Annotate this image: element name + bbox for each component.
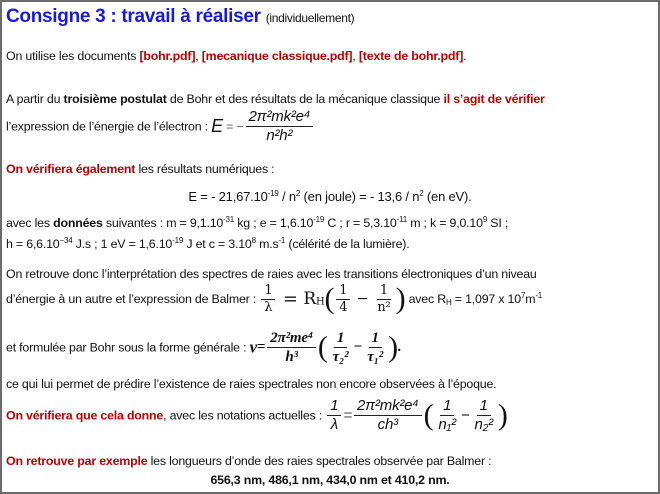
line-example-rest: les longueurs d’onde des raies spectrales observée par Balmer : xyxy=(147,454,492,468)
line-verif-red: On vérifiera également xyxy=(6,162,136,176)
line-result-d: (en eV). xyxy=(423,189,472,204)
line-postulat-d: il s’agit de vérifier xyxy=(443,92,545,106)
line-example-red: On retrouve par exemple xyxy=(6,454,148,468)
parenthesis: ) xyxy=(497,398,508,432)
doc-link-bohr[interactable]: [bohr.pdf] xyxy=(139,49,196,63)
line-expr-den: n²h² xyxy=(266,127,293,144)
line-data2-e3: 8 xyxy=(251,236,256,245)
parenthesis: ( xyxy=(317,330,328,364)
line-balmer-a: d’énergie à un autre et l’expression de Balmer : xyxy=(6,292,260,306)
line-balmer-one: 1 xyxy=(261,283,275,300)
line-result-a-exp: -19 xyxy=(267,189,279,198)
prediction-line: ce qui lui permet de prédire l’existence de raies spectrales non encore observées à l’époque. xyxy=(6,377,497,391)
wavelength-values: 656,3 nm, 486,1 nm, 434,0 nm et 410,2 nm. xyxy=(210,473,450,487)
line-data2-e2: -19 xyxy=(172,236,184,245)
line-data1-b: données xyxy=(53,216,103,230)
line-bohr-f1-den: τ₂² xyxy=(332,349,349,365)
postulat-line xyxy=(6,92,545,106)
line-data1-g: m ; k = 9,0.10 xyxy=(406,216,483,230)
line-bohr-a: et formulée par Bohr sous la forme générale : xyxy=(6,340,250,355)
line-balmer-b: avec R xyxy=(405,292,446,306)
numeric-result xyxy=(2,189,658,204)
line-bohr-minus: − xyxy=(353,339,363,355)
line-bohr-den: h³ xyxy=(285,349,298,365)
line-actual-red: On vérifiera que cela donne xyxy=(6,408,164,423)
line-bohr-nu: ν xyxy=(249,337,257,357)
line-docs-a: On utilise les documents xyxy=(6,49,140,63)
line-balmer-q-num: 1 xyxy=(336,283,350,300)
line-data1-a: avec les xyxy=(6,216,54,230)
line-expr-lhs: E xyxy=(211,116,223,136)
line-balmer-n-den: n² xyxy=(377,299,391,315)
line-balmer-q-den: 4 xyxy=(339,299,348,315)
line-balmer-n-num: 1 xyxy=(377,283,391,300)
line-postulat-a: A partir du xyxy=(6,92,64,106)
line-bohr-end: . xyxy=(397,339,402,355)
line-result-a: E = - 21,67.10 xyxy=(188,189,268,204)
line-bohr-f2-den: τ₁² xyxy=(367,349,384,365)
title-sub: (individuellement) xyxy=(265,11,355,25)
line-data2-b: J.s ; 1 eV = 1,6.10 xyxy=(72,237,173,251)
line-actual-f1-den: n₁² xyxy=(438,416,456,433)
line-data2-d: m.s xyxy=(255,237,279,251)
line-data1-e3: -11 xyxy=(396,215,407,224)
parenthesis: ( xyxy=(423,398,434,432)
line-result-c: (en joule) = - 13,6 / n xyxy=(300,189,420,204)
title-main: Consigne 3 : travail à réaliser xyxy=(6,6,261,27)
data-line-2 xyxy=(6,237,409,251)
line-actual-f1-num: 1 xyxy=(440,397,454,416)
line-postulat-b: troisième postulat xyxy=(63,92,167,106)
line-docs-s1: , xyxy=(195,49,202,63)
line-docs-s2: , xyxy=(352,49,359,63)
line-result-b: / n xyxy=(278,189,296,204)
line-data1-f: C ; r = 5,3.10 xyxy=(324,216,397,230)
line-result-c-exp: 2 xyxy=(419,189,424,198)
line-balmer-b-sub: H xyxy=(445,298,452,307)
parenthesis: ) xyxy=(388,330,398,364)
line-data1-e2: -19 xyxy=(313,215,325,224)
line-bohr-f1-num: 1 xyxy=(334,329,347,348)
line-balmer-eq: = xyxy=(277,288,304,310)
line-expr-a: l’expression de l’énergie de l’électron : xyxy=(6,119,212,134)
line-balmer-d-exp: -1 xyxy=(535,291,543,300)
line-balmer-minus: − xyxy=(352,291,373,307)
line-actual-one: 1 xyxy=(327,397,341,416)
line-data2-e4: -1 xyxy=(278,236,286,245)
line-data2-e1: −34 xyxy=(59,236,73,245)
line-result-b-exp: 2 xyxy=(295,189,301,198)
line-actual-eq: = xyxy=(343,407,352,424)
parenthesis: ( xyxy=(324,282,335,315)
line-bohr-num: 2π²me⁴ xyxy=(267,329,316,348)
line-docs-end: . xyxy=(463,49,467,63)
line-actual-num: 2π²mk²e⁴ xyxy=(354,397,422,416)
line-actual-f2-num: 1 xyxy=(477,397,491,416)
balmer-line xyxy=(6,282,542,316)
energy-formula xyxy=(246,108,314,145)
doc-link-texte-bohr[interactable]: [texte de bohr.pdf] xyxy=(358,49,464,63)
line-data2-a: h = 6,6.10 xyxy=(6,237,60,251)
page-title xyxy=(6,6,354,28)
line-expr-num: 2π²mk²e⁴ xyxy=(246,108,314,127)
actual-notation-line xyxy=(6,397,508,434)
line-data2-f: (célérité de la lumière). xyxy=(285,237,410,251)
verification-line xyxy=(6,162,274,176)
line-actual-f2-den: n₂² xyxy=(474,416,493,433)
line-expr-eq: = − xyxy=(222,119,244,134)
documents-line xyxy=(6,49,466,63)
data-line-1 xyxy=(6,216,508,230)
line-bohr-eq: = xyxy=(256,339,266,355)
line-verif-rest: les résultats numériques : xyxy=(135,162,275,176)
line-data1-h: SI ; xyxy=(487,216,509,230)
line-postulat-c: de Bohr et des résultats de la mécanique classique xyxy=(166,92,444,106)
interpretation-line: On retrouve donc l’interprétation des spectres de raies avec les transitions électroniques d’un niveau xyxy=(6,267,537,281)
line-balmer-H: H xyxy=(315,296,325,308)
line-data1-e1: -31 xyxy=(223,215,235,224)
line-data1-c: suivantes : m = 9,1.10 xyxy=(102,216,224,230)
line-data2-c: J et c = 3.10 xyxy=(183,237,252,251)
doc-link-mecanique[interactable]: [mecanique classique.pdf] xyxy=(201,49,353,63)
energy-expression-line xyxy=(6,108,315,145)
line-data1-e4: 9 xyxy=(482,215,488,224)
example-line xyxy=(6,454,491,468)
line-actual-lambda: λ xyxy=(330,416,338,433)
line-balmer-d: m xyxy=(525,292,536,306)
line-actual-minus: − xyxy=(460,407,470,424)
line-balmer-R: R xyxy=(303,289,316,309)
line-balmer-c-exp: 7 xyxy=(520,291,526,300)
line-balmer-c: = 1,097 x 10 xyxy=(451,292,521,306)
line-actual-a: , avec les notations actuelles : xyxy=(163,408,326,423)
line-balmer-lambda: λ xyxy=(264,299,273,315)
bohr-general-line xyxy=(6,329,401,366)
line-actual-den: ch³ xyxy=(377,416,398,433)
line-data1-d: kg ; e = 1,6.10 xyxy=(234,216,314,230)
line-bohr-f2-num: 1 xyxy=(369,329,382,348)
parenthesis: ) xyxy=(395,282,406,315)
